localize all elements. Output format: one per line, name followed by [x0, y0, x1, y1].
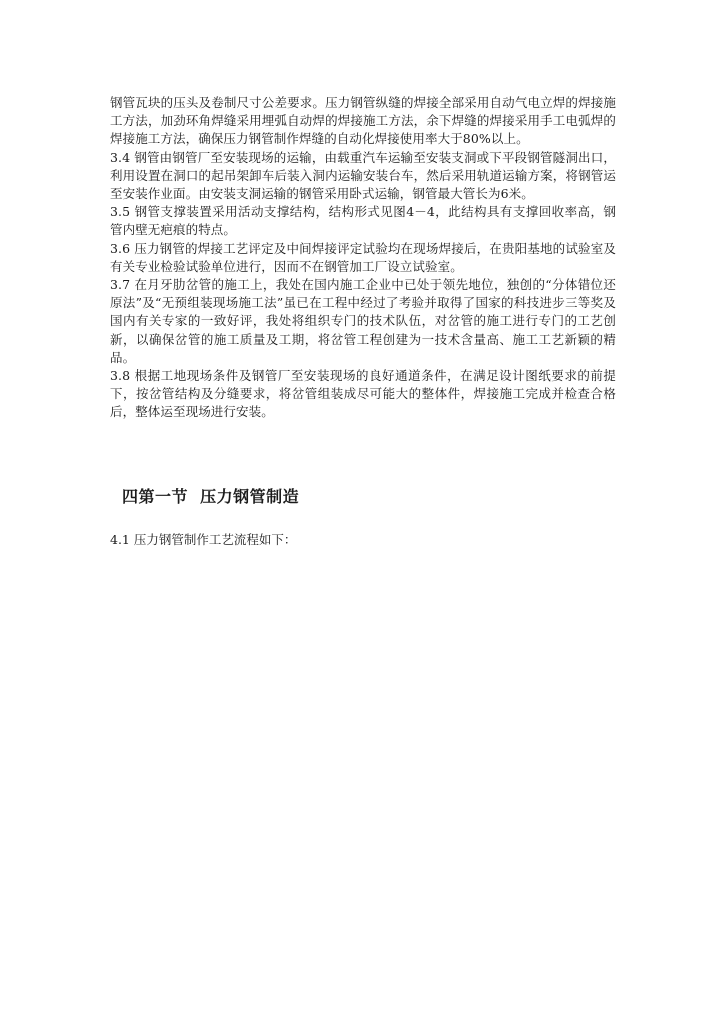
body-text — [110, 94, 616, 422]
paragraph-pipe-tile-welding: 钢管瓦块的压头及卷制尺寸公差要求。压力钢管纵缝的焊接全部采用自动气电立焊的焊接施工方法，加劲环角焊缝采用埋弧自动焊的焊接施工方法，余下焊缝的焊接采用手工电弧焊的焊接施工方法，确保压力钢管制作焊缝的自动化焊接使用率大于80%以上。 — [110, 95, 616, 147]
section-heading: 四第一节 压力钢管制造 — [122, 487, 300, 506]
paragraph-3-8-assembly: 3.8 根据工地现场条件及钢管厂至安装现场的良好通道条件，在满足设计图纸要求的前提下，按岔管结构及分缝要求，将岔管组装成尽可能大的整体件，焊接施工完成并检查合格后，整体运至现场进行安装。 — [110, 368, 616, 420]
subsection-4-1-intro: 4.1 压力钢管制作工艺流程如下： — [110, 532, 297, 547]
paragraph-3-7-bifurcation: 3.7 在月牙肋岔管的施工上，我处在国内施工企业中已处于领先地位，独创的“分体错位还原法”及“无预组装现场施工法”虽已在工程中经过了考验并取得了国家的科技进步三等奖及国内有关专家的一致好评，我处将组织专门的技术队伍，对岔管的施工进行专门的工艺创新，以确保岔管的施工质量及工期，将岔管工程创建为一技术含量高、施工工艺新颖的精品。 — [110, 277, 616, 365]
paragraph-3-4-transport: 3.4 钢管由钢管厂至安装现场的运输，由载重汽车运输至安装支洞或下平段钢管隧洞出口，利用设置在洞口的起吊架卸车后装入洞内运输安装台车，然后采用轨道运输方案，将钢管运至安装作业面。由安装支洞运输的钢管采用卧式运输，钢管最大管长为6米。 — [110, 149, 616, 202]
paragraph-3-5-support: 3.5 钢管支撑装置采用活动支撑结构，结构形式见图4－4，此结构具有支撑回收率高，钢管内壁无疤痕的特点。 — [110, 204, 616, 238]
paragraph-3-6-welding-evaluation: 3.6 压力钢管的焊接工艺评定及中间焊接评定试验均在现场焊接后，在贵阳基地的试验室及有关专业检验试验单位进行，因而不在钢管加工厂设立试验室。 — [110, 240, 616, 274]
